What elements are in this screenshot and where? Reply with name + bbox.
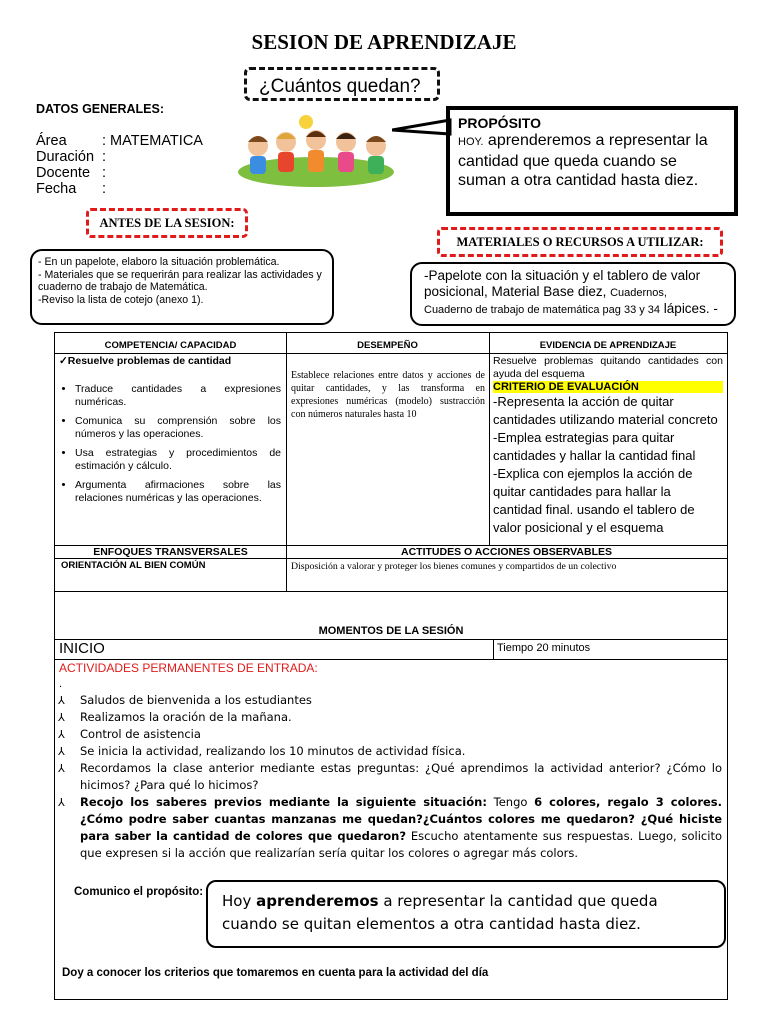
materiales-label: MATERIALES O RECURSOS A UTILIZAR: [437, 227, 723, 257]
stray-dot: . [59, 678, 63, 690]
list-item: ⅄ Recordamos la clase anterior mediante estas preguntas: ¿Qué aprendimos la actividad anterior? ¿Cómo lo hicimos? ¿Para qué lo hicimos? [58, 761, 722, 792]
speech-pointer [392, 118, 452, 138]
comunico-label: Comunico el propósito: [74, 886, 204, 898]
momentos-heading: MOMENTOS DE LA SESIÓN [318, 625, 464, 637]
list-item: ⅄ Saludos de bienvenida a los estudiantes [58, 693, 312, 707]
list-item: ⅄ Recojo los saberes previos mediante la siguiente situación: Tengo 6 colores, regalo 3 colores. ¿Cómo podre saber cuantas manzanas me quedan?¿Cuántos colores me quedaron? ¿Qué hiciste para saber la cantidad de colores que quedaron? Escucho atentamente sus respuestas. Luego, solicito que expresen si la acción que realizarían sería quitar los colores o agregar más colors. [58, 795, 722, 860]
criterio-item: -Representa la acción de quitar cantidades utilizando material concreto [493, 394, 718, 427]
list-item: ⅄ Realizamos la oración de la mañana. [58, 710, 292, 724]
page-title: SESION DE APRENDIZAJE [251, 30, 517, 54]
question-box: ¿Cuántos quedan? [244, 67, 440, 101]
datos-row-area: Área : MATEMATICA [36, 133, 203, 149]
capacidad-item: • Traduce cantidades a expresiones numéricas. [75, 383, 281, 409]
evidencia-cell [493, 355, 723, 537]
enfoque-value: ORIENTACIÓN AL BIEN COMÚN [61, 560, 206, 571]
list-item: ⅄ Control de asistencia [58, 727, 201, 741]
antes-box [30, 249, 334, 325]
tiempo-label: Tiempo 20 minutos [497, 642, 591, 654]
enfoques-header: ENFOQUES TRANSVERSALES [93, 546, 248, 558]
competencia-title: ✓Resuelve problemas de cantidad [59, 355, 232, 367]
capacidad-item: • Usa estrategias y procedimientos de estimación y cálculo. [75, 447, 281, 473]
actitud-value: Disposición a valorar y proteger los bienes comunes y compartidos de un colectivo [291, 561, 617, 572]
datos-heading: DATOS GENERALES: [36, 102, 165, 116]
datos-row-fecha: Fecha : [36, 181, 107, 197]
desempeno-text: Establece relaciones entre datos y acciones de quitar cantidades, y las transforma en expresiones numéricas (modelo) sustracción con números naturales hasta 10 [291, 370, 485, 420]
header-evidencia: EVIDENCIA DE APRENDIZAJE [539, 340, 677, 351]
datos-row-docente: Docente : [36, 165, 107, 181]
antes-label: ANTES DE LA SESION: [86, 208, 248, 238]
comunico-box: Hoy aprenderemos a representar la cantidad que queda cuando se quitan elementos a otra cantidad hasta diez. [206, 880, 726, 948]
criterio-item: -Explica con ejemplos la acción de quitar cantidades para hallar la cantidad final. usando el tablero de valor posicional y el esquema [493, 466, 695, 535]
capacidad-item: • Argumenta afirmaciones sobre las relaciones numéricas y las operaciones. [75, 479, 281, 505]
capacidades-list [59, 383, 281, 511]
proposito-text: HOY. aprenderemos a representar la cantidad que queda cuando se suman a otra cantidad hasta diez. [458, 132, 708, 189]
criterio-item: -Emplea estrategias para quitar cantidades y hallar la cantidad final [493, 430, 696, 463]
list-item: ⅄ Se inicia la actividad, realizando los 10 minutos de actividad física. [58, 744, 466, 758]
children-illustration [236, 112, 402, 188]
datos-row-duracion: Duración : [36, 149, 107, 165]
header-competencia: COMPETENCIA/ CAPACIDAD [104, 340, 237, 351]
actitudes-header: ACTITUDES O ACCIONES OBSERVABLES [401, 546, 612, 558]
header-desempeno: DESEMPEÑO [357, 340, 418, 351]
antes-item: - Materiales que se requerirán para realizar las actividades y cuaderno de trabajo de Matemática. [38, 268, 322, 293]
proposito-box [446, 106, 738, 216]
antes-item: -Reviso la lista de cotejo (anexo 1). [38, 293, 204, 306]
inicio-label: INICIO [59, 640, 105, 657]
criterio-label: CRITERIO DE EVALUACIÓN [493, 381, 723, 393]
materiales-box: -Papelote con la situación y el tablero de valor posicional, Material Base diez, Cuadernos, Cuaderno de trabajo de matemática pag 33 y 34 lápices. - [410, 262, 736, 326]
capacidad-item: • Comunica su comprensión sobre los números y las operaciones. [75, 415, 281, 441]
footer-text: Doy a conocer los criterios que tomaremos en cuenta para la actividad del día [62, 967, 489, 979]
actividades-list [56, 692, 722, 862]
evidencia-intro: Resuelve problemas quitando cantidades con ayuda del esquema [493, 355, 723, 380]
actividades-permanentes-label: ACTIVIDADES PERMANENTES DE ENTRADA: [59, 661, 318, 675]
antes-item: - En un papelote, elaboro la situación problemática. [38, 256, 280, 268]
proposito-heading: PROPÓSITO [458, 115, 541, 131]
